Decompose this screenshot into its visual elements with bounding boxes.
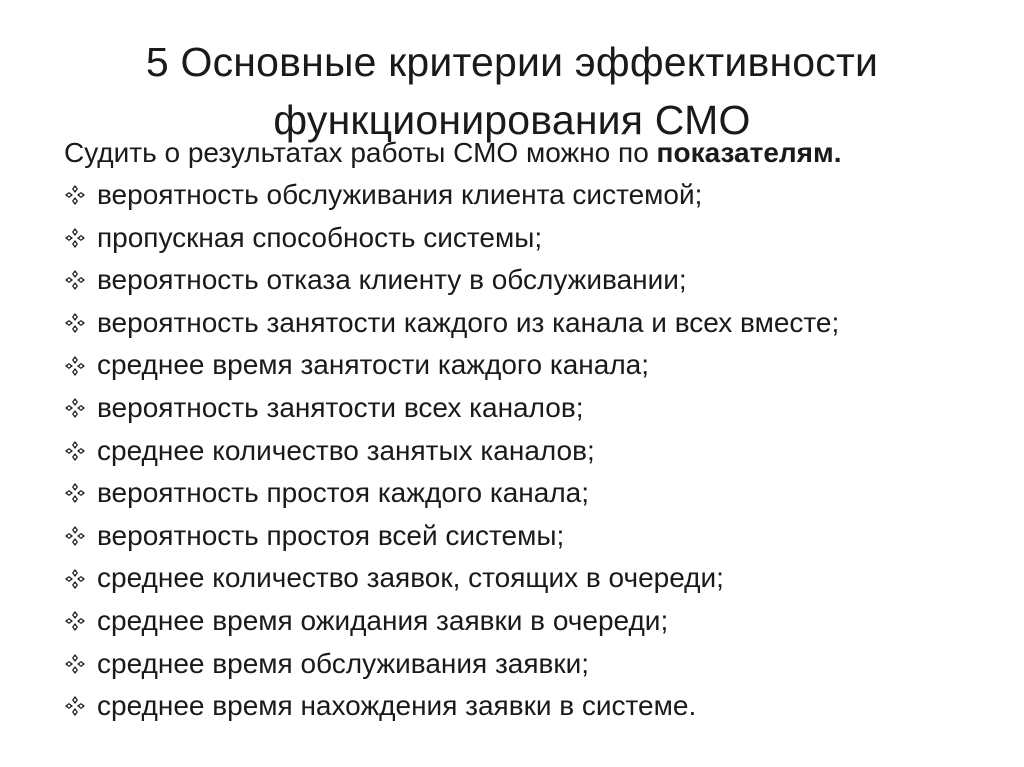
diamond-bullet-icon (64, 695, 97, 717)
diamond-bullet-icon (64, 525, 97, 547)
list-item (64, 217, 1004, 260)
criteria-list (64, 174, 1004, 728)
list-item-text: среднее количество заявок, стоящих в очереди; (97, 562, 724, 594)
list-item-text: вероятность занятости всех каналов; (97, 391, 584, 423)
diamond-bullet-icon (64, 653, 97, 675)
diamond-bullet-icon (64, 227, 97, 249)
list-item (64, 302, 1004, 345)
slide-title-line-2: функционирования СМО (273, 97, 751, 144)
list-item (64, 387, 1004, 430)
list-item (64, 600, 1004, 643)
list-item-text: среднее время ожидания заявки в очереди; (97, 604, 669, 636)
list-item (64, 515, 1004, 558)
list-item-text: среднее время нахождения заявки в системе. (97, 690, 697, 722)
list-item-text: вероятность отказа клиенту в обслуживании; (97, 264, 687, 296)
diamond-bullet-icon (64, 184, 97, 206)
intro-paragraph (64, 131, 1004, 174)
list-item (64, 643, 1004, 686)
list-item-text: вероятность простоя всей системы; (97, 519, 565, 551)
list-item-text: среднее количество занятых каналов; (97, 434, 595, 466)
diamond-bullet-icon (64, 482, 97, 504)
list-item-text: пропускная способность системы; (97, 221, 543, 253)
diamond-bullet-icon (64, 312, 97, 334)
list-item (64, 557, 1004, 600)
diamond-bullet-icon (64, 440, 97, 462)
list-item (64, 430, 1004, 473)
list-item (64, 472, 1004, 515)
diamond-bullet-icon (64, 397, 97, 419)
intro-emphasis: показателям. (656, 137, 842, 168)
list-item (64, 174, 1004, 217)
list-item-text: вероятность занятости каждого из канала и всех вместе; (97, 306, 840, 338)
list-item (64, 685, 1004, 728)
list-item-text: среднее время занятости каждого канала; (97, 349, 650, 381)
list-item (64, 344, 1004, 387)
diamond-bullet-icon (64, 610, 97, 632)
slide-title-line-1: 5 Основные критерии эффективности (145, 39, 879, 86)
slide-content (64, 131, 1004, 728)
diamond-bullet-icon (64, 568, 97, 590)
list-item-text: вероятность простоя каждого канала; (97, 477, 590, 509)
diamond-bullet-icon (64, 269, 97, 291)
list-item-text: вероятность обслуживания клиента системой; (97, 179, 703, 210)
list-item (64, 259, 1004, 302)
list-item-text: среднее время обслуживания заявки; (97, 647, 590, 679)
diamond-bullet-icon (64, 355, 97, 377)
intro-text: Судить о результатах работы СМО можно по (64, 137, 657, 168)
